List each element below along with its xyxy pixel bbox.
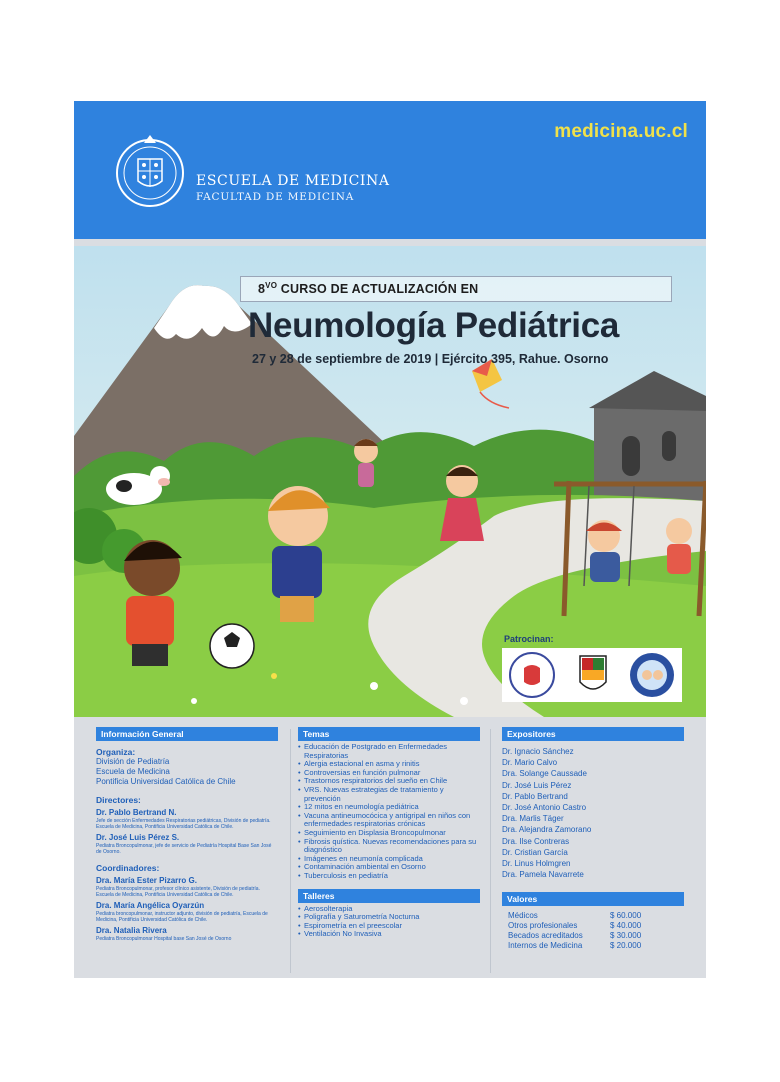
list-item: • Fibrosis quística. Nuevas recomendaciones para su diagnóstico bbox=[298, 838, 480, 855]
director-name: Dr. Pablo Bertrand N. bbox=[96, 808, 177, 817]
list-item: • Ventilación No Invasiva bbox=[298, 930, 480, 939]
list-item: • VRS. Nuevas estrategias de tratamiento y prevención bbox=[298, 786, 480, 803]
speaker-name: Dr. José Antonio Castro bbox=[502, 803, 587, 813]
coordinator-desc: Pediatra Broncopulmonar, profesor clínico asistente, División de pediatría. Escuela de Medicina, Pontificia Universidad Católica de Chile. bbox=[96, 886, 260, 898]
course-text: CURSO DE ACTUALIZACIÓN EN bbox=[277, 282, 479, 297]
topics-heading: Temas bbox=[298, 727, 480, 741]
list-item: • Aerosolterapia bbox=[298, 905, 480, 914]
poster bbox=[74, 101, 706, 978]
divider bbox=[290, 729, 291, 973]
organiza-line: Escuela de Medicina bbox=[96, 767, 170, 776]
price-row bbox=[508, 921, 684, 931]
speaker-name: Dr. José Luis Pérez bbox=[502, 780, 572, 790]
list-item: • Alergia estacional en asma y rinitis bbox=[298, 760, 480, 769]
director-desc: Pediatra Broncopulmonar, jefe de servicio de Pediatría Hospital Base San José de Osorno. bbox=[96, 843, 272, 855]
sponsor-logo-3-icon bbox=[630, 653, 674, 697]
prices-table bbox=[502, 911, 684, 951]
list-item: • Educación de Postgrado en Enfermedades Respiratorias bbox=[298, 743, 480, 760]
faculty-title: FACULTAD DE MEDICINA bbox=[196, 191, 355, 203]
workshops-list bbox=[298, 905, 480, 939]
course-title: Neumología Pediátrica bbox=[248, 306, 620, 345]
speakers-column bbox=[502, 727, 684, 951]
prices-heading: Valores bbox=[502, 892, 684, 906]
school-name bbox=[196, 173, 390, 203]
school-title: ESCUELA DE MEDICINA bbox=[196, 173, 390, 189]
organiza-label: Organiza: bbox=[96, 747, 136, 757]
list-item: • 12 mitos en neumología pediátrica bbox=[298, 803, 480, 812]
speaker-name: Dra. Solange Caussade bbox=[502, 769, 587, 779]
price-value: $ 40.000 bbox=[610, 921, 642, 931]
website-link[interactable]: medicina.uc.cl bbox=[554, 121, 688, 142]
director-name: Dr. José Luis Pérez S. bbox=[96, 833, 180, 842]
coordinator-name: Dra. Natalia Rivera bbox=[96, 926, 167, 935]
coordinator-name: Dra. María Angélica Oyarzún bbox=[96, 901, 205, 910]
list-item: • Imágenes en neumonía complicada bbox=[298, 855, 480, 864]
university-seal-icon bbox=[114, 129, 186, 211]
list-item: • Espirometría en el preescolar bbox=[298, 922, 480, 931]
sponsor-logo-1-icon bbox=[510, 653, 554, 697]
general-info-heading: Información General bbox=[96, 727, 278, 741]
price-category: Becados acreditados bbox=[508, 931, 583, 941]
list-item: • Tuberculosis en pediatría bbox=[298, 872, 480, 881]
coordinator-desc: Pediatra Broncopulmonar Hospital base San José de Osorno bbox=[96, 936, 232, 942]
price-row bbox=[508, 931, 684, 941]
list-item: • Controversias en función pulmonar bbox=[298, 769, 480, 778]
coordinator-name: Dra. María Ester Pizarro G. bbox=[96, 876, 197, 885]
sponsors-label: Patrocinan: bbox=[504, 634, 554, 644]
topics-column bbox=[298, 727, 480, 939]
list-item: • Trastornos respiratorios del sueño en Chile bbox=[298, 777, 480, 786]
divider bbox=[490, 729, 491, 973]
speaker-name: Dra. Alejandra Zamorano bbox=[502, 825, 592, 835]
price-value: $ 30.000 bbox=[610, 931, 642, 941]
speakers-list bbox=[502, 746, 684, 880]
price-value: $ 60.000 bbox=[610, 911, 642, 921]
course-ordinal: VO bbox=[265, 281, 278, 290]
price-category: Médicos bbox=[508, 911, 538, 921]
speakers-heading: Expositores bbox=[502, 727, 684, 741]
speaker-name: Dr. Pablo Bertrand bbox=[502, 791, 568, 801]
price-row bbox=[508, 911, 684, 921]
speaker-name: Dra. Marlis Täger bbox=[502, 814, 564, 824]
info-section bbox=[74, 717, 706, 978]
speaker-name: Dra. Pamela Navarrete bbox=[502, 870, 584, 880]
illustration bbox=[74, 246, 706, 717]
speaker-name: Dr. Mario Calvo bbox=[502, 758, 558, 768]
organiza-line: Pontificia Universidad Católica de Chile bbox=[96, 777, 236, 786]
price-category: Internos de Medicina bbox=[508, 941, 583, 951]
directores-label: Directores: bbox=[96, 795, 141, 805]
list-item: • Seguimiento en Displasia Broncopulmonar bbox=[298, 829, 480, 838]
course-number: 8 bbox=[258, 282, 266, 297]
price-value: $ 20.000 bbox=[610, 941, 642, 951]
organiza-line: División de Pediatría bbox=[96, 757, 170, 766]
general-info-column bbox=[96, 727, 278, 942]
workshops-heading: Talleres bbox=[298, 889, 480, 903]
sponsor-logos bbox=[502, 648, 682, 702]
price-row bbox=[508, 941, 684, 951]
sponsor-logo-2-icon bbox=[580, 656, 606, 689]
director-desc: Jefe de sección Enfermedades Respiratorias pediátricas, División de pediatría. Escuela de Medicina, Pontificia Universidad Católica de Chile. bbox=[96, 818, 271, 830]
coordinadores-label: Coordinadores: bbox=[96, 863, 160, 873]
course-subtitle bbox=[258, 281, 478, 296]
speaker-name: Dr. Ignacio Sánchez bbox=[502, 747, 574, 756]
coordinator-desc: Pediatra broncopulmonar, instructor adjunto, división de pediatría, Escuela de Medicina, Pontificia Universidad Católica de Chile. bbox=[96, 911, 268, 923]
list-item: • Contaminación ambiental en Osorno bbox=[298, 863, 480, 872]
event-date-location: 27 y 28 de septiembre de 2019 | Ejército 395, Rahue. Osorno bbox=[252, 352, 609, 366]
header bbox=[74, 101, 706, 239]
speaker-name: Dr. Linus Holmgren bbox=[502, 859, 571, 869]
list-item: • Poligrafía y Saturometría Nocturna bbox=[298, 913, 480, 922]
price-category: Otros profesionales bbox=[508, 921, 578, 931]
topics-list bbox=[298, 743, 480, 881]
speaker-name: Dr. Cristian García bbox=[502, 847, 568, 857]
list-item: • Vacuna antineumocócica y antigripal en niños con enfermedades respiratorias crónicas bbox=[298, 812, 480, 829]
speaker-name: Dra. Ilse Contreras bbox=[502, 836, 570, 846]
